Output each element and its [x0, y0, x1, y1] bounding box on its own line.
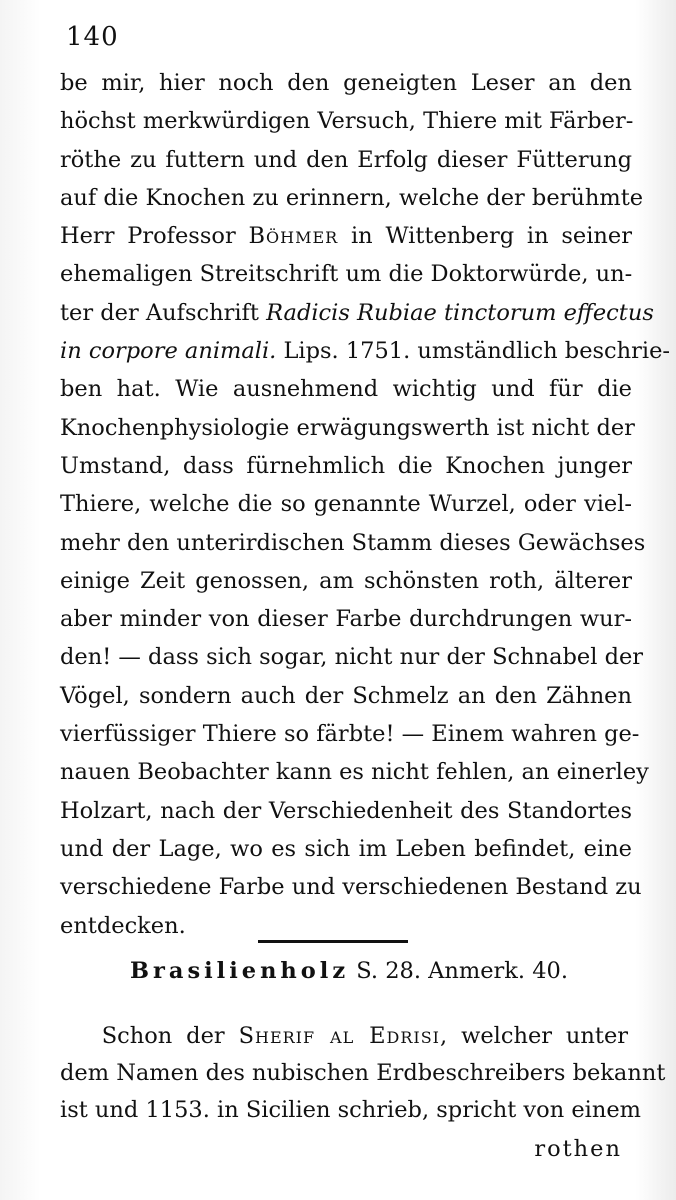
- text-line: aber minder von dieser Farbe durchdrungen wur-: [60, 606, 632, 633]
- text-segment: ter der Aufschrift: [60, 299, 259, 326]
- text-line: und der Lage, wo es sich im Leben befindet, eine: [60, 835, 632, 862]
- text-line: ist und 1153. in Sicilien schrieb, spricht von einem: [60, 1097, 641, 1123]
- text-line: [60, 294, 654, 332]
- page-number: 140: [66, 22, 119, 52]
- person-name: Sherif al Edrisi: [238, 1023, 441, 1049]
- heading-reference: S. 28. Anmerk. 40.: [356, 958, 568, 984]
- text-line: vierfüssiger Thiere so färbte! — Einem wahren ge-: [60, 721, 640, 748]
- text-line: Umstand, dass fürnehmlich die Knochen junger: [60, 452, 632, 479]
- text-segment: Schon der: [101, 1023, 225, 1049]
- text-line: höchst merkwürdigen Versuch, Thiere mit Färber-: [60, 108, 634, 135]
- latin-title: Radicis Rubiae tinctorum effectus: [266, 299, 654, 326]
- text-segment: Lips. 1751. umständlich beschrie-: [283, 338, 671, 365]
- text-line: [60, 1018, 628, 1055]
- person-name: Böhmer: [248, 223, 339, 250]
- text-line: ben hat. Wie ausnehmend wichtig und für die: [60, 376, 632, 403]
- section-heading: [130, 952, 630, 990]
- text-line: Thiere, welche die so genannte Wurzel, oder viel-: [60, 491, 632, 518]
- text-line: ehemaligen Streitschrift um die Doktorwürde, un-: [60, 261, 633, 288]
- text-line: [60, 332, 671, 370]
- body-text: [60, 64, 671, 945]
- text-line: Holzart, nach der Verschiedenheit des Standortes: [60, 797, 632, 824]
- text-line: auf die Knochen zu erinnern, welche der berühmte: [60, 184, 644, 211]
- text-line: Vögel, sondern auch der Schmelz an den Zähnen: [60, 682, 632, 709]
- text-line: mehr den unterirdischen Stamm dieses Gewächses: [60, 529, 646, 556]
- text-line: Knochenphysiologie erwägungswerth ist nicht der: [60, 414, 635, 441]
- text-line: dem Namen des nubischen Erdbeschreibers bekannt: [60, 1060, 666, 1086]
- text-line: be mir, hier noch den geneigten Leser an den: [60, 70, 632, 96]
- text-line: nauen Beobachter kann es nicht fehlen, an einerley: [60, 759, 649, 786]
- text-line: den! — dass sich sogar, nicht nur der Schnabel der: [60, 644, 644, 671]
- section-divider: [258, 940, 408, 943]
- text-line: [60, 217, 632, 255]
- text-line: einige Zeit genossen, am schönsten roth, älterer: [60, 567, 632, 594]
- text-line: röthe zu futtern und den Erfolg dieser Fütterung: [60, 146, 632, 173]
- text-segment: Herr Professor: [60, 223, 236, 250]
- text-line: verschiedene Farbe und verschiedenen Bestand zu: [60, 874, 642, 901]
- heading-term: Brasilienholz: [130, 958, 350, 984]
- section-text: [60, 1018, 666, 1129]
- text-line: entdecken.: [60, 912, 186, 939]
- latin-title: in corpore animali.: [60, 338, 277, 365]
- text-segment: , welcher unter: [440, 1023, 629, 1049]
- catchword: rothen: [534, 1136, 622, 1162]
- text-segment: in Wittenberg in seiner: [350, 223, 632, 250]
